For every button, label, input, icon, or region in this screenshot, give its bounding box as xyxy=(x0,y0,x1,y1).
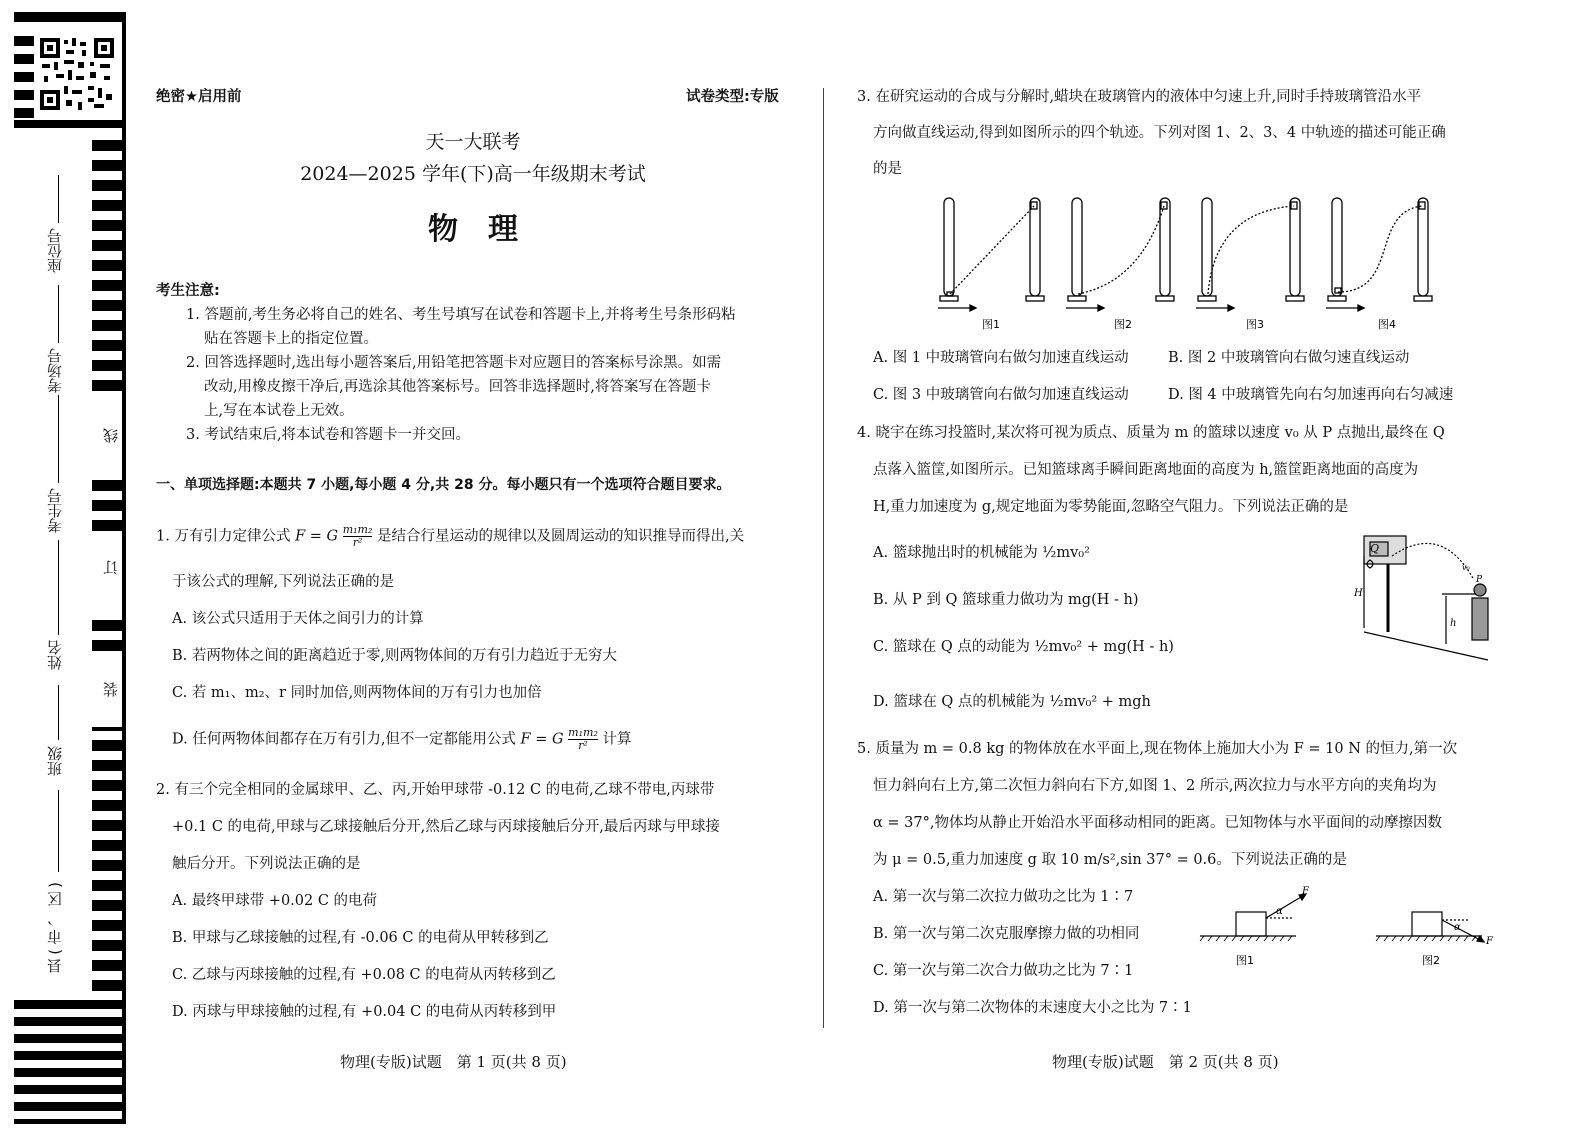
q4-option-b[interactable]: B. 从 P 到 Q 篮球重力做功为 mg(H - h) xyxy=(873,592,1139,608)
q3-fig-label-1: 图1 xyxy=(982,318,1000,331)
paper-type: 试卷类型:专版 xyxy=(686,89,779,105)
subject-title: 物 理 xyxy=(428,212,518,247)
notice-line: 改动,用橡皮擦干净后,再选涂其他答案标号。回答非选择题时,将答案写在答题卡 xyxy=(204,379,711,395)
secret-label: 绝密★启用前 xyxy=(156,89,242,105)
q5-fig-label-2: 图2 xyxy=(1422,954,1440,967)
q1-formula-d: F = G xyxy=(520,731,564,748)
q4-label-H: H xyxy=(1354,588,1363,599)
q1-option-a[interactable]: A. 该公式只适用于天体之间引力的计算 xyxy=(172,611,424,627)
field-county: 县(市、区) xyxy=(46,878,64,974)
field-seat-number: 座位号 xyxy=(46,228,64,273)
q2-option-a[interactable]: A. 最终甲球带 +0.02 C 的电荷 xyxy=(172,893,378,909)
footer-left: 物理(专版)试题 第 1 页(共 8 页) xyxy=(340,1053,567,1071)
q4-label-h: h xyxy=(1450,618,1457,629)
q5-label-alpha1: α xyxy=(1276,906,1283,917)
q5-option-c[interactable]: C. 第一次与第二次合力做功之比为 7∶1 xyxy=(873,963,1134,979)
q5-fig-label-1: 图1 xyxy=(1236,954,1254,967)
q2-option-b[interactable]: B. 甲球与乙球接触的过程,有 -0.06 C 的电荷从甲转移到乙 xyxy=(172,930,549,946)
q1-formula: F = G xyxy=(295,528,339,545)
notice-heading: 考生注意: xyxy=(156,283,220,299)
q2-option-d[interactable]: D. 丙球与甲球接触的过程,有 +0.04 C 的电荷从丙转移到甲 xyxy=(172,1004,557,1020)
q3-option-b[interactable]: B. 图 2 中玻璃管向右做匀速直线运动 xyxy=(1168,350,1410,366)
q3-fig-label-4: 图4 xyxy=(1378,318,1396,331)
q1-stem-b: 是结合行星运动的规律以及圆周运动的知识推导而得出,关 xyxy=(376,528,745,545)
field-class: 班级 xyxy=(46,746,64,776)
q1-frac-num-d: m₁m₂ xyxy=(568,726,598,739)
q4-label-q: Q xyxy=(1370,542,1380,555)
q2-stem-3: 触后分开。下列说法正确的是 xyxy=(172,856,361,872)
q3-fig-label-2: 图2 xyxy=(1114,318,1132,331)
q5-option-d[interactable]: D. 第一次与第二次物体的末速度大小之比为 7∶1 xyxy=(873,1000,1192,1016)
footer-right: 物理(专版)试题 第 2 页(共 8 页) xyxy=(1052,1053,1279,1071)
q5-stem-3: α = 37°,物体均从静止开始沿水平面移动相同的距离。已知物体与水平面间的动摩擦因数 xyxy=(873,815,1442,831)
binding-sidebar xyxy=(0,0,130,1138)
q4-basketball-figure xyxy=(1352,532,1502,672)
notice-line: 2. 回答选择题时,选出每小题答案后,用铅笔把答题卡对应题目的答案标号涂黑。如需 xyxy=(186,355,722,371)
q5-option-b[interactable]: B. 第一次与第二次克服摩擦力做的功相同 xyxy=(873,926,1140,942)
binding-word-zhuang: 装 xyxy=(102,682,120,697)
notice-line: 3. 考试结束后,将本试卷和答题卡一并交回。 xyxy=(186,427,471,443)
q1-stem-a: 1. 万有引力定律公式 xyxy=(156,528,291,545)
q1-option-d[interactable] xyxy=(172,727,631,752)
q4-label-v0: v₀ xyxy=(1462,563,1470,572)
q5-label-f2: F xyxy=(1486,936,1493,947)
q1-frac-den: r² xyxy=(352,536,363,550)
q5-label-alpha2: α xyxy=(1454,922,1461,933)
q4-option-c[interactable]: C. 篮球在 Q 点的动能为 ½mv₀² + mg(H - h) xyxy=(873,639,1174,655)
q2-stem-1: 2. 有三个完全相同的金属球甲、乙、丙,开始甲球带 -0.12 C 的电荷,乙球不带电,丙球带 xyxy=(156,782,715,798)
q4-option-a[interactable]: A. 篮球抛出时的机械能为 ½mv₀² xyxy=(873,545,1090,561)
notice-line: 1. 答题前,考生务必将自己的姓名、考生号填写在试卷和答题卡上,并将考生号条形码粘 xyxy=(186,307,736,323)
notice-line: 贴在答题卡上的指定位置。 xyxy=(204,331,378,347)
q1-frac-num: m₁m₂ xyxy=(342,523,373,536)
q5-label-f1: F xyxy=(1302,886,1309,897)
q1-option-c[interactable]: C. 若 m₁、m₂、r 同时加倍,则两物体间的万有引力也加倍 xyxy=(172,685,542,701)
q3-option-c[interactable]: C. 图 3 中玻璃管向右做匀加速直线运动 xyxy=(873,387,1129,403)
q1-option-b[interactable]: B. 若两物体之间的距离趋近于零,则两物体间的万有引力趋近于无穷大 xyxy=(172,648,617,664)
q3-figure xyxy=(930,192,1440,337)
q3-stem-1: 3. 在研究运动的合成与分解时,蜡块在玻璃管内的液体中匀速上升,同时手持玻璃管沿水平 xyxy=(857,89,1422,105)
binding-word-xian: 线 xyxy=(102,428,120,443)
section-heading: 一、单项选择题:本题共 7 小题,每小题 4 分,共 28 分。每小题只有一个选项符合题目要求。 xyxy=(156,477,731,493)
q3-stem-2: 方向做直线运动,得到如图所示的四个轨迹。下列对图 1、2、3、4 中轨迹的描述可能正确 xyxy=(873,125,1446,141)
notice-line: 上,写在本试卷上无效。 xyxy=(204,403,354,419)
q5-stem-1: 5. 质量为 m = 0.8 kg 的物体放在水平面上,现在物体上施加大小为 F = 10 N 的恒力,第一次 xyxy=(857,741,1458,757)
q2-option-c[interactable]: C. 乙球与丙球接触的过程,有 +0.08 C 的电荷从丙转移到乙 xyxy=(172,967,556,983)
q1-stem-c: 于该公式的理解,下列说法正确的是 xyxy=(172,574,395,590)
qr-code-icon xyxy=(38,36,116,112)
q3-option-d[interactable]: D. 图 4 中玻璃管先向右匀加速再向右匀减速 xyxy=(1168,387,1454,403)
q1-stem xyxy=(156,524,744,549)
field-name: 姓名 xyxy=(46,640,64,670)
q3-fig-label-3: 图3 xyxy=(1246,318,1264,331)
q5-stem-4: 为 μ = 0.5,重力加速度 g 取 10 m/s²,sin 37° = 0.6。下列说法正确的是 xyxy=(873,852,1347,868)
q4-stem-1: 4. 晓宇在练习投篮时,某次将可视为质点、质量为 m 的篮球以速度 v₀ 从 P 点抛出,最终在 Q xyxy=(857,425,1445,441)
q4-label-p: P xyxy=(1476,575,1483,585)
q5-stem-2: 恒力斜向右上方,第二次恒力斜向右下方,如图 1、2 所示,两次拉力与水平方向的夹角均为 xyxy=(873,778,1437,794)
q1-option-d-a: D. 任何两物体间都存在万有引力,但不一定都能用公式 xyxy=(172,731,516,748)
q2-stem-2: +0.1 C 的电荷,甲球与乙球接触后分开,然后乙球与丙球接触后分开,最后丙球与甲球接 xyxy=(172,819,720,835)
q5-force-figure xyxy=(1196,884,1496,970)
q1-frac-den-d: r² xyxy=(578,739,588,753)
q3-option-a[interactable]: A. 图 1 中玻璃管向右做匀加速直线运动 xyxy=(873,350,1129,366)
binding-word-ding: 订 xyxy=(102,560,120,575)
exam-org: 天一大联考 xyxy=(425,131,521,153)
exam-title: 2024—2025 学年(下)高一年级期末考试 xyxy=(300,163,646,185)
q5-option-a[interactable]: A. 第一次与第二次拉力做功之比为 1∶7 xyxy=(873,889,1134,905)
page-divider xyxy=(823,88,824,1028)
field-student-number: 考生号 xyxy=(46,488,64,533)
q4-option-d[interactable]: D. 篮球在 Q 点的机械能为 ½mv₀² + mgh xyxy=(873,694,1151,710)
q4-stem-3: H,重力加速度为 g,规定地面为零势能面,忽略空气阻力。下列说法正确的是 xyxy=(873,499,1349,515)
field-room-number: 考场号 xyxy=(46,348,64,393)
q3-stem-3: 的是 xyxy=(873,161,902,177)
q1-option-d-b: 计算 xyxy=(602,731,632,748)
q4-stem-2: 点落入篮筐,如图所示。已知篮球离手瞬间距离地面的高度为 h,篮筐距离地面的高度为 xyxy=(873,462,1419,478)
